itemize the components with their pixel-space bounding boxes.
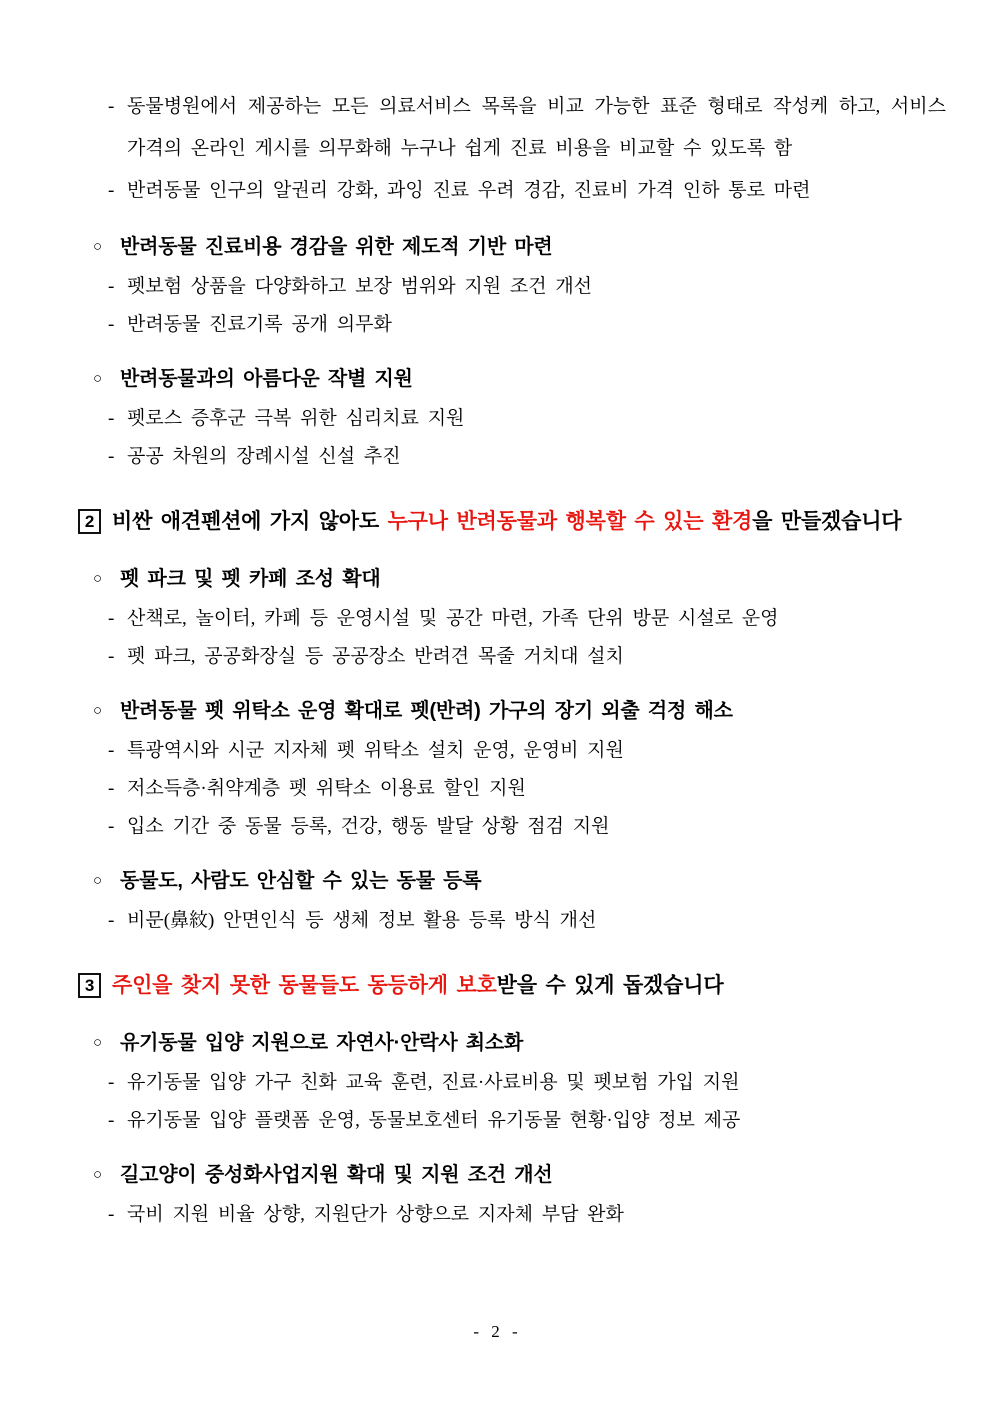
list-item-text: 유기동물 입양 가구 친화 교육 훈련, 진료·사료비용 및 펫보험 가입 지원 — [127, 1072, 740, 1093]
list-item-text: 입소 기간 중 동물 등록, 건강, 행동 발달 상황 점검 지원 — [127, 816, 610, 837]
circle-bullet-icon: ○ — [93, 1035, 102, 1051]
circle-bullet-icon: ○ — [93, 703, 102, 719]
dash-bullet-icon: - — [108, 408, 115, 429]
topic-group — [78, 860, 946, 940]
list-item — [108, 638, 946, 676]
section-heading-post: 받을 수 있게 돕겠습니다 — [496, 974, 724, 997]
numbered-section — [78, 964, 946, 1234]
dash-bullet-icon: - — [108, 314, 115, 335]
circle-bullet-icon: ○ — [93, 1167, 102, 1183]
list-item-text: 특광역시와 시군 지자체 펫 위탁소 설치 운영, 운영비 지원 — [127, 740, 624, 761]
section-heading-pre: 비싼 애견펜션에 가지 않아도 — [112, 510, 388, 533]
list-item — [108, 732, 946, 770]
topic-heading — [93, 358, 946, 400]
list-item-text: 저소득층·취약계층 펫 위탁소 이용료 할인 지원 — [127, 778, 526, 799]
list-item — [108, 268, 946, 306]
list-item — [108, 400, 946, 438]
section-number-box: 3 — [78, 973, 101, 998]
section-heading-text — [112, 500, 946, 544]
circle-bullet-icon: ○ — [93, 571, 102, 587]
list-item-text: 공공 차원의 장례시설 신설 추진 — [127, 446, 401, 467]
topic-heading — [93, 558, 946, 600]
dash-bullet-icon: - — [108, 180, 115, 201]
list-item-text: 산책로, 놀이터, 카페 등 운영시설 및 공간 마련, 가족 단위 방문 시설로 운영 — [127, 608, 779, 629]
dash-bullet-icon: - — [108, 1110, 115, 1131]
topic-heading-text: 반려동물과의 아름다운 작별 지원 — [120, 368, 413, 390]
list-item — [108, 600, 946, 638]
list-item — [108, 902, 946, 940]
topic-heading — [93, 690, 946, 732]
list-item — [108, 438, 946, 476]
topic-heading — [93, 1154, 946, 1196]
dash-bullet-icon: - — [108, 276, 115, 297]
dash-bullet-icon: - — [108, 740, 115, 761]
topic-heading-text: 펫 파크 및 펫 카페 조성 확대 — [120, 568, 381, 590]
list-item — [108, 808, 946, 846]
list-item-text: 펫 파크, 공공화장실 등 공공장소 반려견 목줄 거치대 설치 — [127, 646, 624, 667]
list-item — [108, 170, 946, 212]
document-content — [78, 86, 946, 1234]
list-item-text: 펫보험 상품을 다양화하고 보장 범위와 지원 조건 개선 — [127, 276, 593, 297]
topic-heading-text: 반려동물 진료비용 경감을 위한 제도적 기반 마련 — [120, 236, 553, 258]
list-item — [108, 1196, 946, 1234]
list-item-text: 반려동물 인구의 알권리 강화, 과잉 진료 우려 경감, 진료비 가격 인하 통로 마련 — [127, 180, 811, 201]
section-heading-highlight: 주인을 찾지 못한 동물들도 동등하게 보호 — [112, 974, 497, 997]
section-heading — [78, 500, 946, 544]
dash-bullet-icon: - — [108, 778, 115, 799]
list-item — [108, 770, 946, 808]
section-heading — [78, 964, 946, 1008]
list-item-text: 비문(鼻紋) 안면인식 등 생체 정보 활용 등록 방식 개선 — [127, 910, 597, 931]
section-number-box: 2 — [78, 509, 101, 534]
topic-group — [78, 1154, 946, 1234]
topic-group — [78, 558, 946, 676]
list-item — [108, 306, 946, 344]
dash-bullet-icon: - — [108, 446, 115, 467]
topic-heading-text: 길고양이 중성화사업지원 확대 및 지원 조건 개선 — [120, 1164, 553, 1186]
topic-heading-text: 유기동물 입양 지원으로 자연사·안락사 최소화 — [120, 1032, 524, 1054]
section-heading-text — [112, 964, 946, 1008]
topic-heading-text: 동물도, 사람도 안심할 수 있는 동물 등록 — [120, 870, 482, 892]
topic-heading-text: 반려동물 펫 위탁소 운영 확대로 펫(반려) 가구의 장기 외출 걱정 해소 — [120, 700, 733, 722]
dash-bullet-icon: - — [108, 96, 115, 117]
dash-bullet-icon: - — [108, 816, 115, 837]
topic-group — [78, 226, 946, 344]
topic-heading — [93, 226, 946, 268]
list-item — [108, 1064, 946, 1102]
intro-item-list — [78, 86, 946, 212]
dash-bullet-icon: - — [108, 910, 115, 931]
numbered-section — [78, 500, 946, 940]
circle-bullet-icon: ○ — [93, 371, 102, 387]
list-item-text: 펫로스 증후군 극복 위한 심리치료 지원 — [127, 408, 465, 429]
circle-bullet-icon: ○ — [93, 239, 102, 255]
topic-group — [78, 358, 946, 476]
list-item-text: 반려동물 진료기록 공개 의무화 — [127, 314, 392, 335]
list-item-text: 국비 지원 비율 상향, 지원단가 상향으로 지자체 부담 완화 — [127, 1204, 624, 1225]
section-heading-highlight: 누구나 반려동물과 행복할 수 있는 환경 — [387, 510, 753, 533]
dash-bullet-icon: - — [108, 1072, 115, 1093]
list-item — [108, 86, 946, 170]
list-item-text: 유기동물 입양 플랫폼 운영, 동물보호센터 유기동물 현황·입양 정보 제공 — [127, 1110, 741, 1131]
topic-heading — [93, 860, 946, 902]
list-item — [108, 1102, 946, 1140]
list-item-text: 동물병원에서 제공하는 모든 의료서비스 목록을 비교 가능한 표준 형태로 작성케 하고, 서비스 가격의 온라인 게시를 의무화해 누구나 쉽게 진료 비용을 비교할 수 있도록 함 — [127, 96, 946, 159]
dash-bullet-icon: - — [108, 646, 115, 667]
topic-heading — [93, 1022, 946, 1064]
page-number: - 2 - — [473, 1322, 519, 1341]
topic-group — [78, 1022, 946, 1140]
dash-bullet-icon: - — [108, 1204, 115, 1225]
dash-bullet-icon: - — [108, 608, 115, 629]
circle-bullet-icon: ○ — [93, 873, 102, 889]
section-heading-post: 을 만들겠습니다 — [752, 510, 902, 533]
topic-group — [78, 690, 946, 846]
